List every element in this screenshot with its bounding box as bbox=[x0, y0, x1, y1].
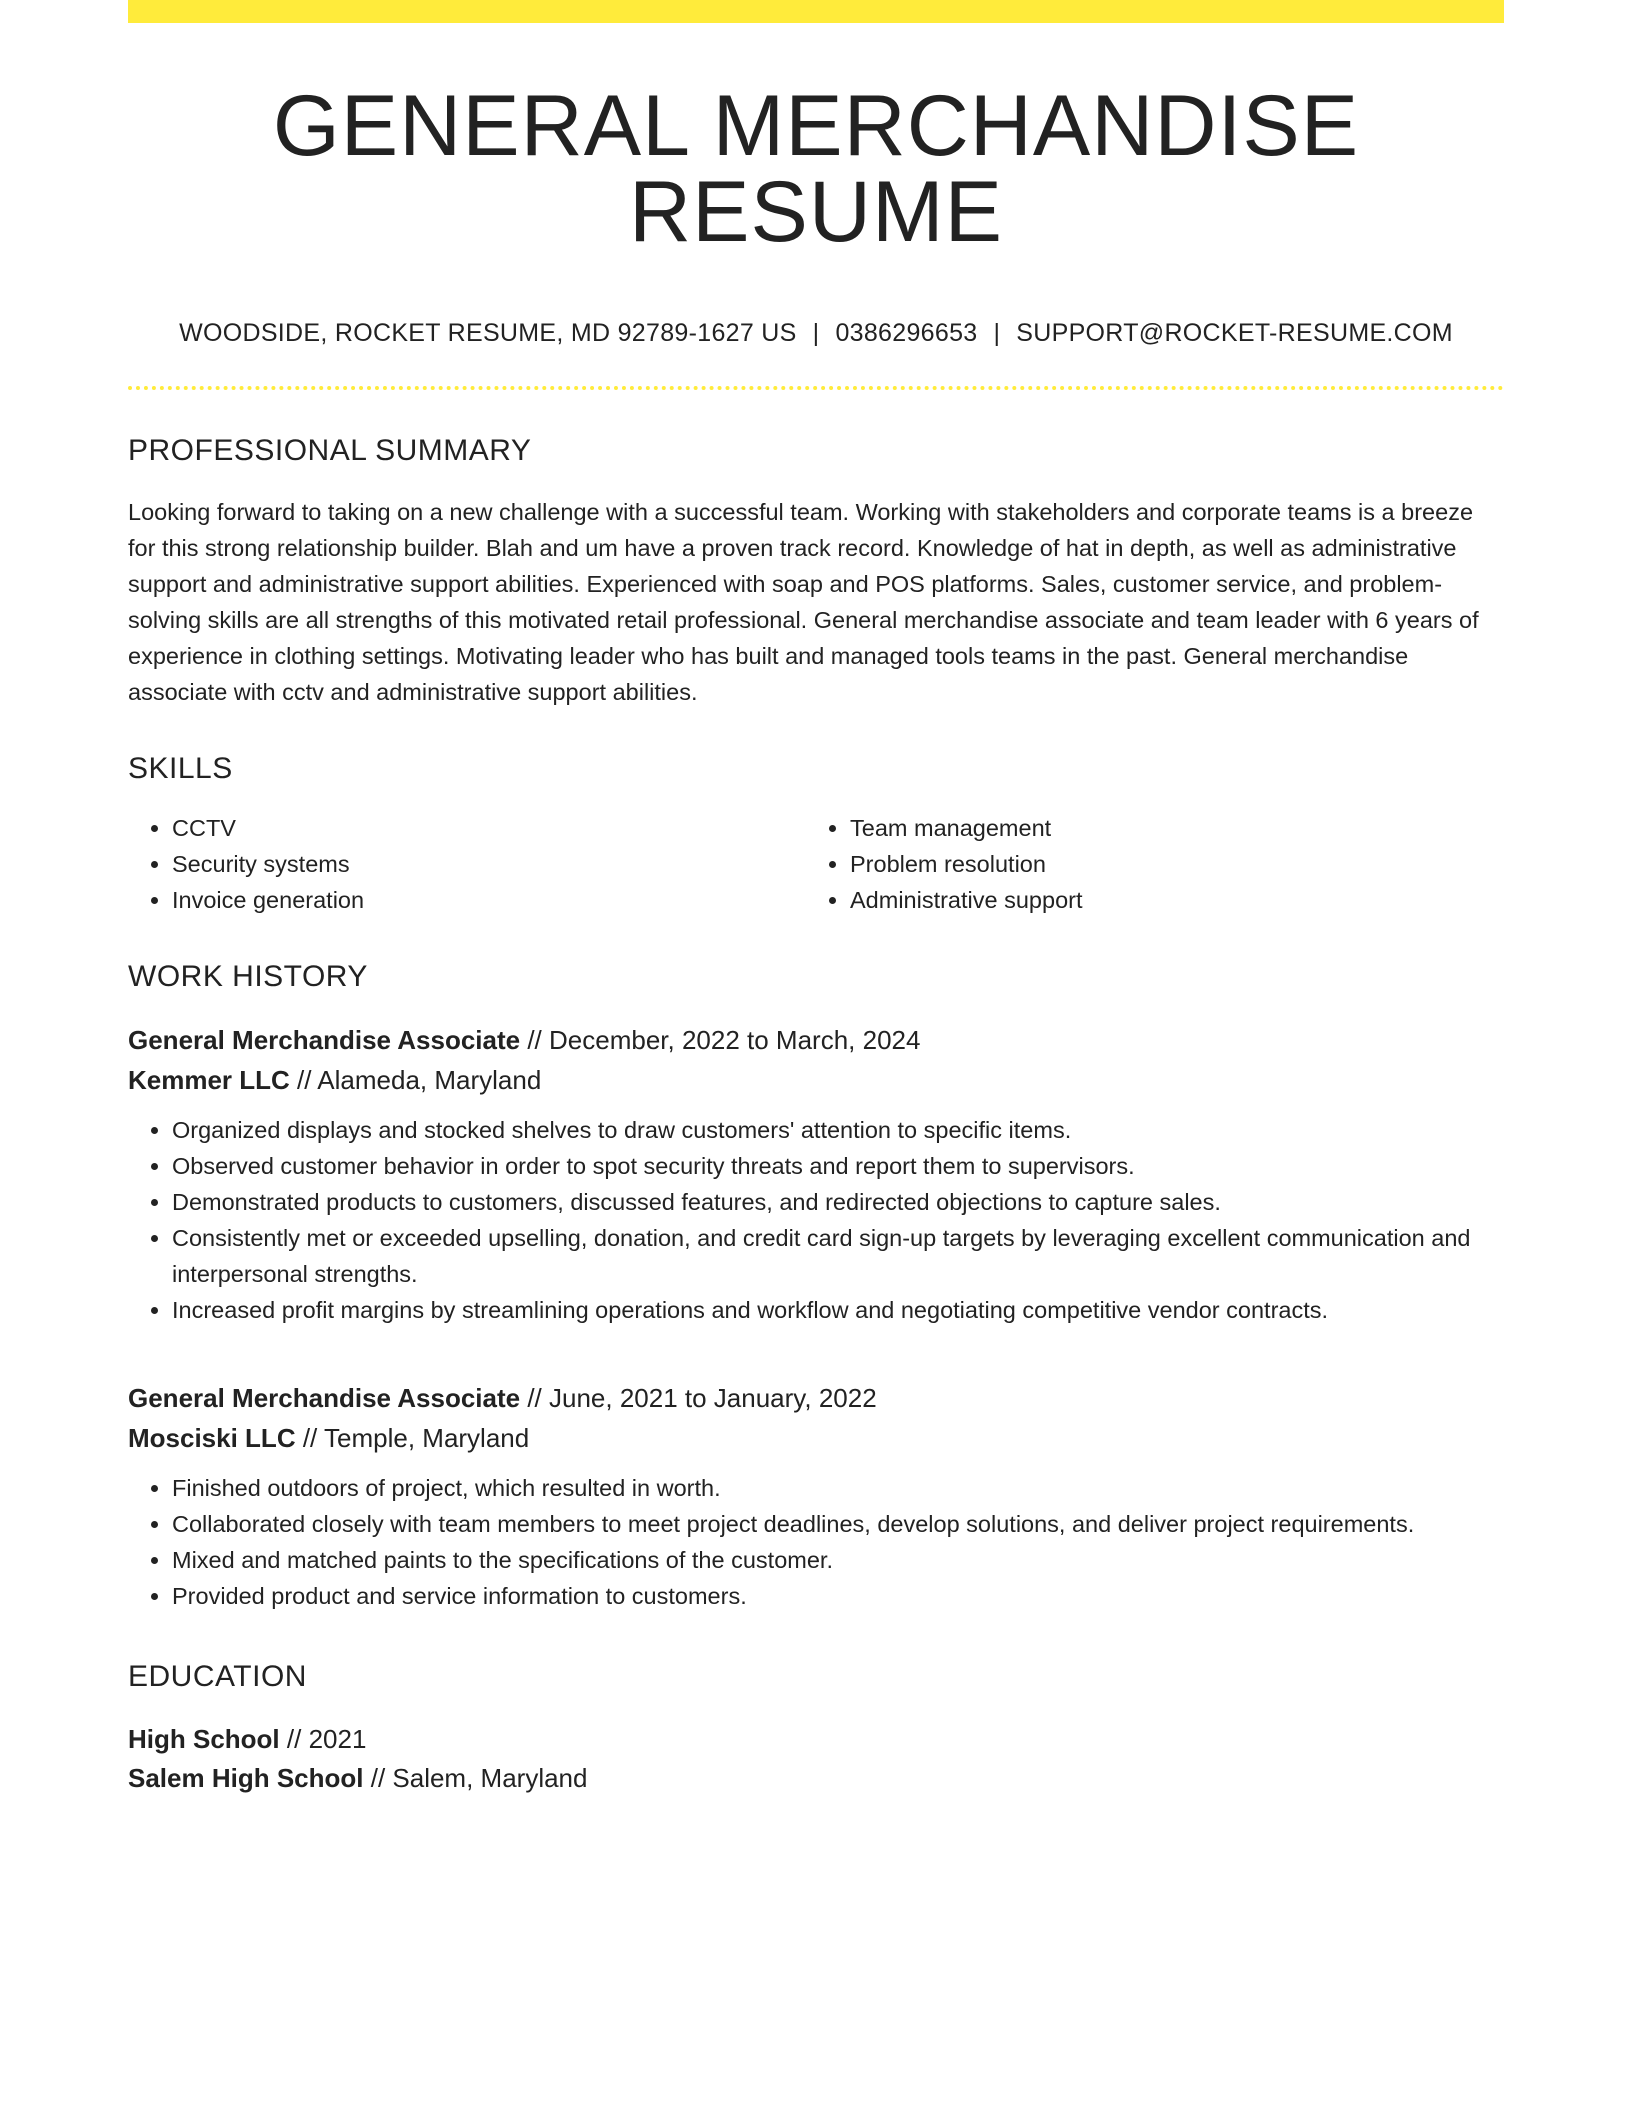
skills-column-right bbox=[806, 810, 1484, 918]
job-bullets bbox=[128, 1112, 1504, 1328]
education-heading: EDUCATION bbox=[128, 1660, 307, 1693]
contact-separator: | bbox=[993, 319, 1001, 347]
job-role: General Merchandise Associate bbox=[128, 1383, 521, 1413]
contact-phone: 0386296653 bbox=[835, 319, 978, 347]
job-company: Mosciski LLC bbox=[128, 1423, 296, 1453]
list-item: • Increased profit margins by streamlining operations and workflow and negotiating competitive vendor contracts. bbox=[172, 1292, 1504, 1328]
work-history-section bbox=[128, 960, 1504, 1614]
skills-column-left bbox=[128, 810, 806, 918]
work-history-heading: WORK HISTORY bbox=[128, 960, 368, 993]
education-school: Salem High School bbox=[128, 1763, 364, 1793]
summary-heading: PROFESSIONAL SUMMARY bbox=[128, 434, 532, 467]
education-degree: High School bbox=[128, 1724, 280, 1754]
list-item: • Organized displays and stocked shelves to draw customers' attention to specific items. bbox=[172, 1112, 1504, 1148]
skill-item: • Invoice generation bbox=[172, 882, 806, 918]
list-item: • Collaborated closely with team members to meet project deadlines, develop solutions, and deliver project requirements. bbox=[172, 1506, 1504, 1542]
job-company-line bbox=[128, 1418, 1504, 1458]
list-item: • Demonstrated products to customers, discussed features, and redirected objections to capture sales. bbox=[172, 1184, 1504, 1220]
job-title-line bbox=[128, 1378, 1504, 1418]
header-divider bbox=[128, 386, 1504, 390]
list-item: • Finished outdoors of project, which resulted in worth. bbox=[172, 1470, 1504, 1506]
job-entry bbox=[128, 1020, 1504, 1328]
education-school-line bbox=[128, 1759, 1504, 1798]
contact-email: SUPPORT@ROCKET-RESUME.COM bbox=[1016, 319, 1453, 347]
skill-item: • Team management bbox=[850, 810, 1484, 846]
education-entry bbox=[128, 1720, 1504, 1798]
job-role: General Merchandise Associate bbox=[128, 1025, 521, 1055]
skill-item: • Problem resolution bbox=[850, 846, 1484, 882]
job-entry bbox=[128, 1378, 1504, 1614]
job-company: Kemmer LLC bbox=[128, 1065, 290, 1095]
skill-item: • CCTV bbox=[172, 810, 806, 846]
top-accent-bar bbox=[128, 0, 1504, 23]
job-location: // Temple, Maryland bbox=[295, 1423, 530, 1453]
contact-separator: | bbox=[812, 319, 820, 347]
skill-item: • Administrative support bbox=[850, 882, 1484, 918]
skills-grid bbox=[128, 810, 1504, 918]
job-company-line bbox=[128, 1060, 1504, 1100]
list-item: • Consistently met or exceeded upselling, donation, and credit card sign-up targets by leveraging excellent communication and interpersonal strengths. bbox=[172, 1220, 1504, 1292]
list-item: • Mixed and matched paints to the specifications of the customer. bbox=[172, 1542, 1504, 1578]
contact-line bbox=[128, 319, 1504, 348]
job-dates: // June, 2021 to January, 2022 bbox=[520, 1383, 877, 1413]
job-dates: // December, 2022 to March, 2024 bbox=[520, 1025, 921, 1055]
education-degree-line bbox=[128, 1720, 1504, 1759]
skill-item: • Security systems bbox=[172, 846, 806, 882]
contact-address: WOODSIDE, ROCKET RESUME, MD 92789-1627 US bbox=[179, 319, 797, 347]
skills-section bbox=[128, 752, 1504, 918]
resume-page bbox=[128, 0, 1504, 1798]
resume-title: GENERAL MERCHANDISE RESUME bbox=[272, 78, 1360, 260]
education-location: // Salem, Maryland bbox=[363, 1763, 588, 1793]
list-item: • Observed customer behavior in order to spot security threats and report them to supervisors. bbox=[172, 1148, 1504, 1184]
professional-summary-section bbox=[128, 434, 1504, 710]
job-location: // Alameda, Maryland bbox=[289, 1065, 542, 1095]
list-item: • Provided product and service information to customers. bbox=[172, 1578, 1504, 1614]
job-bullets bbox=[128, 1470, 1504, 1614]
summary-text: Looking forward to taking on a new challenge with a successful team. Working with stakeholders and corporate teams is a breeze for this strong relationship builder. Blah and um have a proven track record. Knowledge of hat in depth, as well as administrative support and administrative support abilities. Experienced with soap and POS platforms. Sales, customer service, and problem-solving skills are all strengths of this motivated retail professional. General merchandise associate and team leader with 6 years of experience in clothing settings. Motivating leader who has built and managed tools teams in the past. General merchandise associate with cctv and administrative support abilities. bbox=[128, 499, 1479, 705]
job-title-line bbox=[128, 1020, 1504, 1060]
education-section bbox=[128, 1660, 1504, 1798]
skills-heading: SKILLS bbox=[128, 752, 233, 785]
education-year: // 2021 bbox=[279, 1724, 367, 1754]
